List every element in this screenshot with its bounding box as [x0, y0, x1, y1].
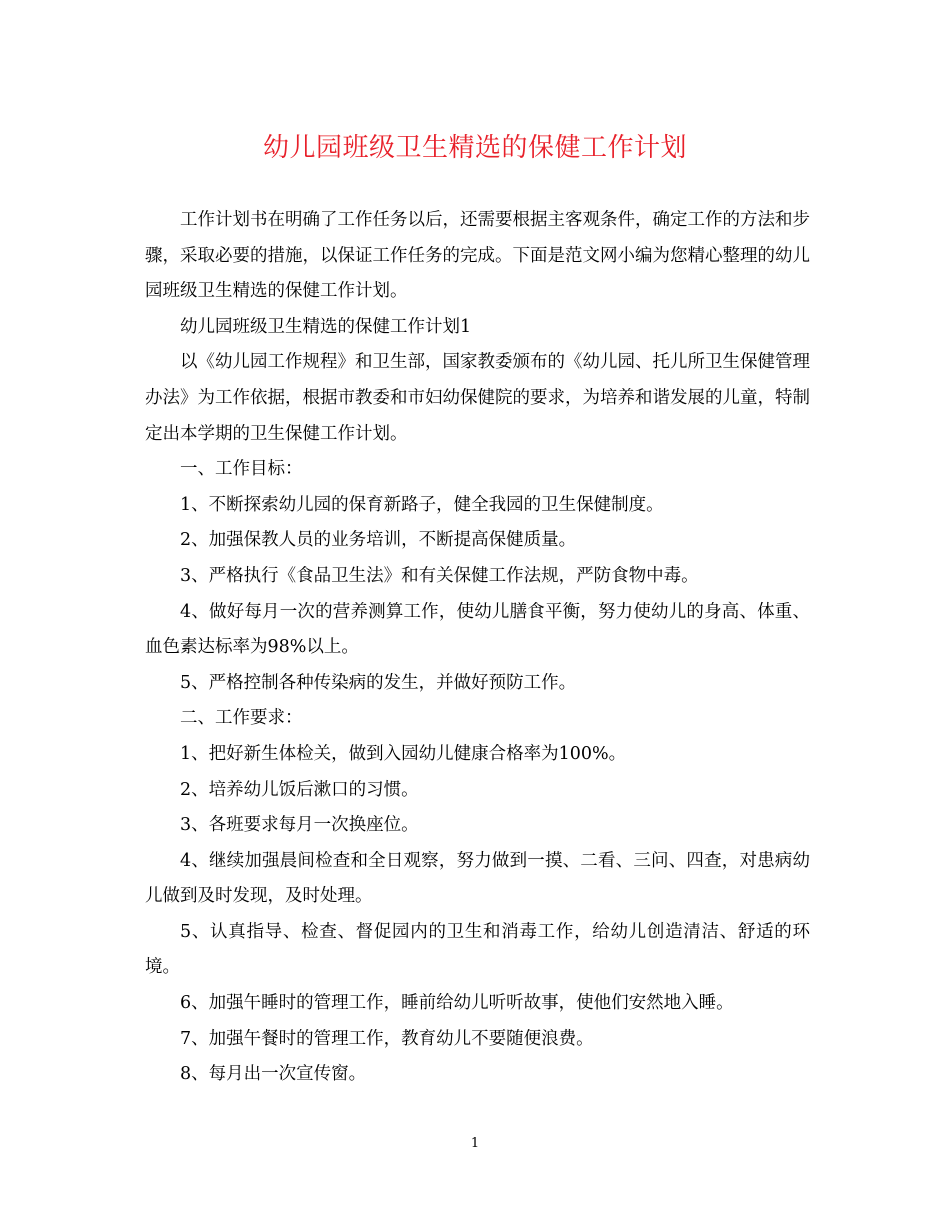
- document-title: 幼儿园班级卫生精选的保健工作计划: [262, 133, 687, 163]
- goal-item: 1、不断探索幼儿园的保育新路子，健全我园的卫生保健制度。: [180, 494, 664, 515]
- section-heading-goals: 一、工作目标：: [180, 459, 303, 480]
- document-body: [145, 203, 810, 1093]
- basis-paragraph: 以《幼儿园工作规程》和卫生部，国家教委颁布的《幼儿园、托儿所卫生保健管理办法》为工作依据，根据市教委和市妇幼保健院的要求，为培养和谐发展的儿童，特制定出本学期的卫生保健工作计划。: [145, 352, 810, 444]
- goal-item: 4、做好每月一次的营养测算工作，使幼儿膳食平衡，努力使幼儿的身高、体重、血色素达标率为98%以上。: [145, 601, 810, 658]
- requirement-item: 8、每月出一次宣传窗。: [180, 1064, 367, 1085]
- requirement-item: 3、各班要求每月一次换座位。: [180, 815, 419, 836]
- requirement-item: 5、认真指导、检查、督促园内的卫生和消毒工作，给幼儿创造清洁、舒适的环境。: [145, 921, 810, 978]
- requirement-item: 7、加强午餐时的管理工作，教育幼儿不要随便浪费。: [180, 1028, 594, 1049]
- page-number: 1: [470, 1136, 480, 1151]
- requirement-item: 1、把好新生体检关，做到入园幼儿健康合格率为100%。: [180, 743, 627, 764]
- goal-item: 5、严格控制各种传染病的发生，并做好预防工作。: [180, 672, 577, 693]
- section-heading-requirements: 二、工作要求：: [180, 708, 303, 729]
- requirement-item: 6、加强午睡时的管理工作，睡前给幼儿听听故事，使他们安然地入睡。: [180, 993, 734, 1014]
- goal-item: 3、严格执行《食品卫生法》和有关保健工作法规，严防食物中毒。: [180, 565, 699, 586]
- intro-paragraph: 工作计划书在明确了工作任务以后，还需要根据主客观条件，确定工作的方法和步骤，采取必要的措施，以保证工作任务的完成。下面是范文网小编为您精心整理的幼儿园班级卫生精选的保健工作计划。: [145, 210, 810, 302]
- plan-heading: 幼儿园班级卫生精选的保健工作计划1: [180, 316, 472, 337]
- requirement-item: 2、培养幼儿饭后漱口的习惯。: [180, 779, 419, 800]
- goal-item: 2、加强保教人员的业务培训，不断提高保健质量。: [180, 530, 577, 551]
- requirement-item: 4、继续加强晨间检查和全日观察，努力做到一摸、二看、三问、四查，对患病幼儿做到及时发现，及时处理。: [145, 850, 810, 907]
